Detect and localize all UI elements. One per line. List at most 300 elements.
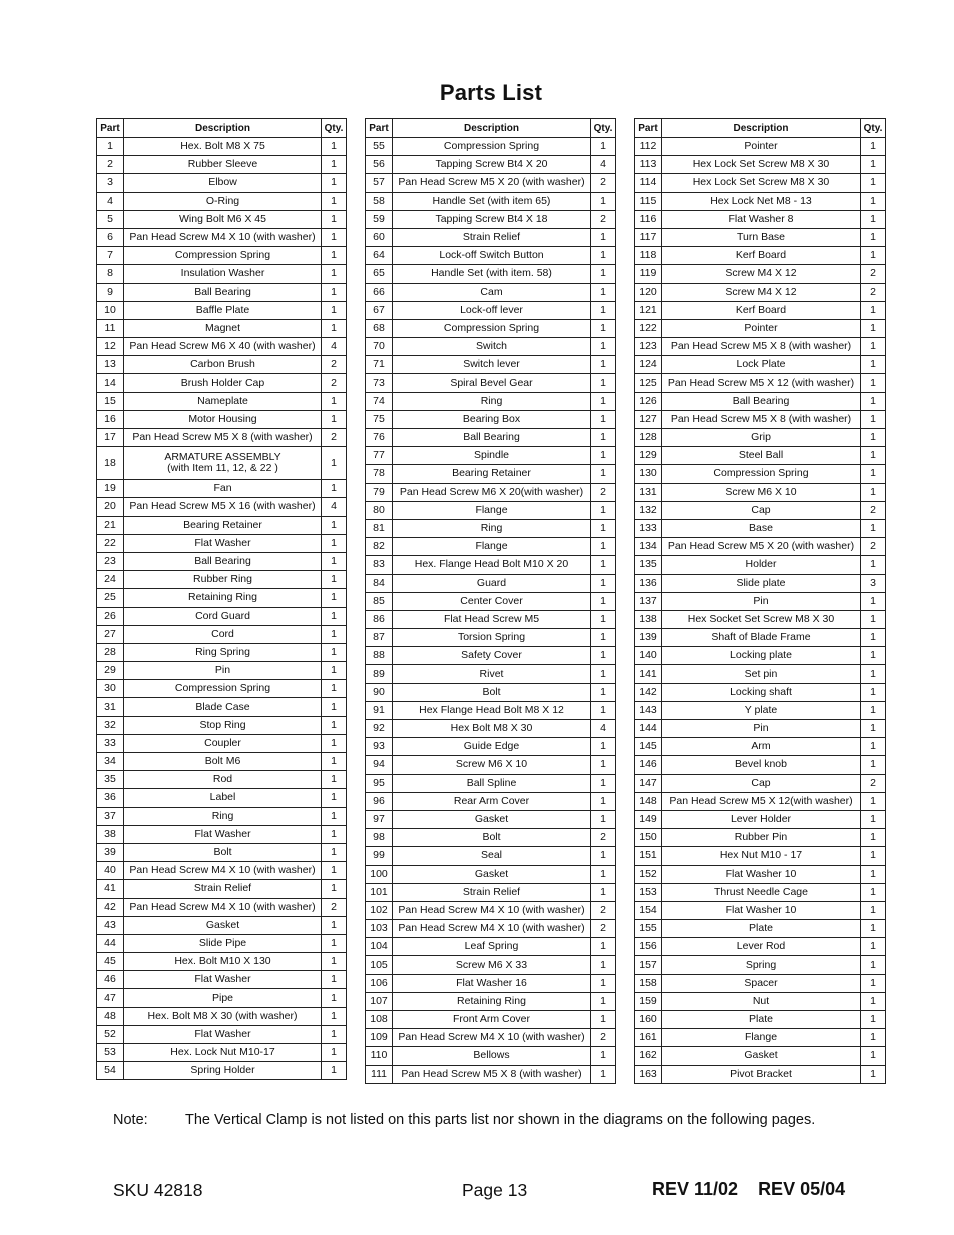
table-row — [366, 592, 616, 610]
table-row — [635, 938, 886, 956]
part-number: 57 — [366, 174, 393, 192]
table-row — [97, 1025, 347, 1043]
table-row — [366, 920, 616, 938]
part-description: Hex. Lock Nut M10-17 — [124, 1044, 322, 1062]
part-description: Ring — [393, 519, 591, 537]
part-qty: 2 — [861, 538, 886, 556]
table-row — [366, 356, 616, 374]
table-row — [97, 934, 347, 952]
part-number: 91 — [366, 701, 393, 719]
part-description: Bellows — [393, 1047, 591, 1065]
part-number: 105 — [366, 956, 393, 974]
part-qty: 1 — [861, 156, 886, 174]
part-qty: 1 — [322, 643, 347, 661]
table-row — [366, 338, 616, 356]
table-row — [366, 392, 616, 410]
part-description: Gasket — [662, 1047, 861, 1065]
part-qty: 1 — [591, 592, 616, 610]
part-qty: 1 — [591, 847, 616, 865]
part-qty: 1 — [322, 1044, 347, 1062]
part-number: 141 — [635, 665, 662, 683]
part-qty: 1 — [861, 465, 886, 483]
part-number: 74 — [366, 392, 393, 410]
part-number: 113 — [635, 156, 662, 174]
part-number: 147 — [635, 774, 662, 792]
table-row — [635, 720, 886, 738]
part-description: Lever Holder — [662, 810, 861, 828]
part-description: Steel Ball — [662, 447, 861, 465]
table-row — [635, 920, 886, 938]
table-row — [366, 1065, 616, 1083]
part-qty: 1 — [861, 429, 886, 447]
part-number: 9 — [97, 283, 124, 301]
table-row — [366, 647, 616, 665]
part-description: Retaining Ring — [124, 589, 322, 607]
part-qty: 1 — [591, 301, 616, 319]
table-row — [366, 792, 616, 810]
part-description: Cap — [662, 774, 861, 792]
table-row — [635, 392, 886, 410]
table-row — [635, 447, 886, 465]
part-qty: 1 — [322, 989, 347, 1007]
part-description: Flat Washer 16 — [393, 974, 591, 992]
part-description: Pivot Bracket — [662, 1065, 861, 1083]
part-description: Compression Spring — [124, 680, 322, 698]
footer-rev-2: REV 05/04 — [758, 1179, 846, 1199]
table-row — [97, 534, 347, 552]
part-number: 127 — [635, 410, 662, 428]
part-description: Kerf Board — [662, 301, 861, 319]
part-description: Spindle — [393, 447, 591, 465]
table-row — [97, 916, 347, 934]
part-qty: 1 — [591, 865, 616, 883]
table-row — [366, 447, 616, 465]
part-description: Flat Washer — [124, 1025, 322, 1043]
table-row — [635, 410, 886, 428]
part-qty: 1 — [861, 356, 886, 374]
part-qty: 2 — [861, 283, 886, 301]
part-description: Handle Set (with item 65) — [393, 192, 591, 210]
part-number: 87 — [366, 629, 393, 647]
part-number: 89 — [366, 665, 393, 683]
part-description: Plate — [662, 1011, 861, 1029]
part-number: 46 — [97, 971, 124, 989]
table-row — [97, 589, 347, 607]
part-description: Pin — [662, 592, 861, 610]
part-qty: 2 — [322, 374, 347, 392]
part-description: Tapping Screw Bt4 X 18 — [393, 210, 591, 228]
part-description: Shaft of Blade Frame — [662, 629, 861, 647]
part-qty: 1 — [861, 920, 886, 938]
part-number: 146 — [635, 756, 662, 774]
part-number: 66 — [366, 283, 393, 301]
part-qty: 1 — [861, 865, 886, 883]
header-qty: Qty. — [861, 119, 886, 138]
part-description: Cam — [393, 283, 591, 301]
part-qty: 1 — [591, 683, 616, 701]
table-row — [366, 374, 616, 392]
table-row — [97, 392, 347, 410]
part-number: 152 — [635, 865, 662, 883]
table-row — [366, 465, 616, 483]
part-description: Guide Edge — [393, 738, 591, 756]
part-description: Set pin — [662, 665, 861, 683]
part-qty: 1 — [591, 319, 616, 337]
part-description: Hex Lock Net M8 - 13 — [662, 192, 861, 210]
table-row — [97, 989, 347, 1007]
table-row — [97, 138, 347, 156]
table-row — [97, 898, 347, 916]
part-number: 8 — [97, 265, 124, 283]
part-description: Coupler — [124, 734, 322, 752]
part-qty: 1 — [861, 410, 886, 428]
table-row — [635, 228, 886, 246]
table-row — [97, 753, 347, 771]
table-row — [97, 410, 347, 428]
note-text: The Vertical Clamp is not listed on this parts list nor shown in the diagrams on the following pages. — [185, 1112, 816, 1128]
part-qty: 1 — [591, 138, 616, 156]
part-qty: 1 — [861, 247, 886, 265]
part-qty: 1 — [591, 465, 616, 483]
table-row — [366, 265, 616, 283]
part-number: 81 — [366, 519, 393, 537]
part-description: Fan — [124, 480, 322, 498]
part-number: 79 — [366, 483, 393, 501]
part-qty: 1 — [591, 974, 616, 992]
table-row — [635, 883, 886, 901]
part-description: Pan Head Screw M4 X 10 (with washer) — [124, 862, 322, 880]
part-number: 99 — [366, 847, 393, 865]
part-description: Pan Head Screw M5 X 20 (with washer) — [662, 538, 861, 556]
table-row — [635, 701, 886, 719]
part-qty: 4 — [322, 498, 347, 516]
part-description: Hex Lock Set Screw M8 X 30 — [662, 174, 861, 192]
part-description: Lever Rod — [662, 938, 861, 956]
part-qty: 1 — [322, 552, 347, 570]
part-number: 75 — [366, 410, 393, 428]
part-qty: 1 — [591, 410, 616, 428]
part-number: 118 — [635, 247, 662, 265]
parts-table-1 — [96, 118, 347, 1080]
part-number: 65 — [366, 265, 393, 283]
part-description: Ring Spring — [124, 643, 322, 661]
part-description: Bolt M6 — [124, 753, 322, 771]
table-row — [97, 880, 347, 898]
part-number: 131 — [635, 483, 662, 501]
part-qty: 1 — [861, 738, 886, 756]
part-description: Cord — [124, 625, 322, 643]
part-number: 42 — [97, 898, 124, 916]
table-row — [635, 665, 886, 683]
part-number: 154 — [635, 901, 662, 919]
part-qty: 1 — [861, 610, 886, 628]
part-description: Bearing Retainer — [393, 465, 591, 483]
part-qty: 1 — [861, 756, 886, 774]
part-number: 70 — [366, 338, 393, 356]
part-description: Front Arm Cover — [393, 1011, 591, 1029]
part-description: Bolt — [393, 683, 591, 701]
part-description: Hex Lock Set Screw M8 X 30 — [662, 156, 861, 174]
part-description: Flat Washer — [124, 825, 322, 843]
part-qty: 1 — [591, 338, 616, 356]
part-number: 28 — [97, 643, 124, 661]
table-row — [97, 862, 347, 880]
part-number: 67 — [366, 301, 393, 319]
part-qty: 2 — [861, 265, 886, 283]
part-description: Pipe — [124, 989, 322, 1007]
part-qty: 1 — [591, 429, 616, 447]
footer-sku: SKU 42818 — [113, 1180, 203, 1200]
table-row — [635, 792, 886, 810]
table-row — [635, 992, 886, 1010]
part-description: Hex. Flange Head Bolt M10 X 20 — [393, 556, 591, 574]
table-row — [366, 810, 616, 828]
table-row — [97, 698, 347, 716]
part-description: Motor Housing — [124, 410, 322, 428]
part-number: 104 — [366, 938, 393, 956]
table-row — [635, 1029, 886, 1047]
part-description: Retaining Ring — [393, 992, 591, 1010]
part-number: 44 — [97, 934, 124, 952]
part-description: Gasket — [393, 865, 591, 883]
table-row — [366, 665, 616, 683]
table-row — [97, 265, 347, 283]
part-description: Magnet — [124, 319, 322, 337]
part-qty: 1 — [861, 592, 886, 610]
part-number: 120 — [635, 283, 662, 301]
part-number: 123 — [635, 338, 662, 356]
part-number: 60 — [366, 228, 393, 246]
part-description: Bearing Retainer — [124, 516, 322, 534]
part-description: Slide Pipe — [124, 934, 322, 952]
part-description: Bolt — [393, 829, 591, 847]
part-description: Hex Flange Head Bolt M8 X 12 — [393, 701, 591, 719]
part-description: Pan Head Screw M5 X 12 (with washer) — [662, 374, 861, 392]
table-row — [635, 374, 886, 392]
part-qty: 1 — [861, 138, 886, 156]
part-qty: 1 — [322, 1025, 347, 1043]
table-row — [97, 716, 347, 734]
table-row — [366, 956, 616, 974]
part-number: 140 — [635, 647, 662, 665]
part-number: 14 — [97, 374, 124, 392]
part-qty: 1 — [322, 265, 347, 283]
part-number: 159 — [635, 992, 662, 1010]
part-number: 83 — [366, 556, 393, 574]
part-description: Spring Holder — [124, 1062, 322, 1080]
part-number: 139 — [635, 629, 662, 647]
table-row — [366, 974, 616, 992]
part-qty: 2 — [322, 356, 347, 374]
part-description: Wing Bolt M6 X 45 — [124, 210, 322, 228]
part-description: Screw M4 X 12 — [662, 265, 861, 283]
table-row — [635, 283, 886, 301]
part-description: Bevel knob — [662, 756, 861, 774]
part-number: 126 — [635, 392, 662, 410]
table-row — [366, 938, 616, 956]
part-qty: 1 — [591, 1065, 616, 1083]
table-row — [97, 771, 347, 789]
part-qty: 1 — [861, 974, 886, 992]
part-number: 18 — [97, 447, 124, 480]
part-qty: 1 — [861, 829, 886, 847]
part-description: Guard — [393, 574, 591, 592]
table-row — [366, 1047, 616, 1065]
part-qty: 1 — [861, 665, 886, 683]
part-description: Flat Head Screw M5 — [393, 610, 591, 628]
part-number: 2 — [97, 156, 124, 174]
table-row — [97, 680, 347, 698]
part-description: Spacer — [662, 974, 861, 992]
part-qty: 1 — [861, 338, 886, 356]
parts-table-3 — [634, 118, 886, 1084]
table-row — [366, 738, 616, 756]
part-qty: 1 — [322, 662, 347, 680]
table-row — [366, 192, 616, 210]
part-description: Center Cover — [393, 592, 591, 610]
table-row — [97, 356, 347, 374]
table-row — [97, 338, 347, 356]
part-qty: 1 — [591, 756, 616, 774]
table-row — [366, 1029, 616, 1047]
part-qty: 1 — [591, 647, 616, 665]
part-description: Tapping Screw Bt4 X 20 — [393, 156, 591, 174]
part-number: 56 — [366, 156, 393, 174]
table-row — [635, 810, 886, 828]
part-description: Hex Socket Set Screw M8 X 30 — [662, 610, 861, 628]
part-description: Pan Head Screw M4 X 10 (with washer) — [393, 920, 591, 938]
part-description: Safety Cover — [393, 647, 591, 665]
part-description: Flange — [393, 501, 591, 519]
header-part: Part — [635, 119, 662, 138]
part-description: Label — [124, 789, 322, 807]
part-description: Pan Head Screw M5 X 8 (with washer) — [662, 410, 861, 428]
part-qty: 1 — [322, 447, 347, 480]
part-number: 33 — [97, 734, 124, 752]
part-qty: 1 — [322, 716, 347, 734]
table-row — [635, 901, 886, 919]
part-qty: 1 — [861, 1011, 886, 1029]
part-number: 47 — [97, 989, 124, 1007]
part-number: 7 — [97, 247, 124, 265]
part-number: 17 — [97, 429, 124, 447]
table-row — [366, 865, 616, 883]
table-row — [97, 571, 347, 589]
part-number: 11 — [97, 319, 124, 337]
part-number: 116 — [635, 210, 662, 228]
part-number: 133 — [635, 519, 662, 537]
table-row — [97, 789, 347, 807]
part-qty: 1 — [591, 574, 616, 592]
part-description: Cap — [662, 501, 861, 519]
part-number: 22 — [97, 534, 124, 552]
table-row — [366, 720, 616, 738]
part-number: 145 — [635, 738, 662, 756]
part-qty: 1 — [861, 701, 886, 719]
part-number: 101 — [366, 883, 393, 901]
table-row — [97, 480, 347, 498]
part-number: 10 — [97, 301, 124, 319]
part-qty: 1 — [861, 720, 886, 738]
table-row — [97, 971, 347, 989]
part-description: Ball Bearing — [124, 552, 322, 570]
part-number: 157 — [635, 956, 662, 974]
part-number: 110 — [366, 1047, 393, 1065]
part-description: Pan Head Screw M4 X 10 (with washer) — [393, 1029, 591, 1047]
part-description: Plate — [662, 920, 861, 938]
table-row — [635, 538, 886, 556]
part-description: Pointer — [662, 138, 861, 156]
part-qty: 1 — [591, 938, 616, 956]
part-description: Ball Spline — [393, 774, 591, 792]
part-qty: 4 — [591, 156, 616, 174]
header-part: Part — [97, 119, 124, 138]
table-row — [97, 192, 347, 210]
part-number: 108 — [366, 1011, 393, 1029]
part-qty: 1 — [322, 319, 347, 337]
part-qty: 1 — [861, 319, 886, 337]
table-row — [97, 625, 347, 643]
table-row — [366, 228, 616, 246]
part-number: 45 — [97, 953, 124, 971]
part-qty: 1 — [322, 1062, 347, 1080]
part-number: 23 — [97, 552, 124, 570]
table-row — [635, 138, 886, 156]
table-row — [97, 156, 347, 174]
part-description: Arm — [662, 738, 861, 756]
part-description: Spiral Bevel Gear — [393, 374, 591, 392]
table-row — [366, 829, 616, 847]
part-qty: 2 — [591, 829, 616, 847]
part-qty: 1 — [322, 698, 347, 716]
table-row — [97, 174, 347, 192]
part-qty: 2 — [861, 501, 886, 519]
part-description: Pan Head Screw M5 X 8 (with washer) — [662, 338, 861, 356]
part-qty: 1 — [591, 665, 616, 683]
part-qty: 1 — [322, 571, 347, 589]
part-qty: 1 — [861, 1065, 886, 1083]
table-row — [635, 1011, 886, 1029]
table-row — [97, 662, 347, 680]
part-number: 76 — [366, 429, 393, 447]
part-qty: 1 — [322, 156, 347, 174]
part-number: 163 — [635, 1065, 662, 1083]
part-number: 149 — [635, 810, 662, 828]
part-number: 38 — [97, 825, 124, 843]
part-number: 106 — [366, 974, 393, 992]
part-qty: 2 — [591, 483, 616, 501]
part-number: 39 — [97, 843, 124, 861]
table-row — [635, 774, 886, 792]
part-description: Thrust Needle Cage — [662, 883, 861, 901]
part-qty: 1 — [591, 228, 616, 246]
part-description: Locking plate — [662, 647, 861, 665]
part-number: 32 — [97, 716, 124, 734]
part-description: Rubber Sleeve — [124, 156, 322, 174]
part-number: 15 — [97, 392, 124, 410]
table-row — [635, 738, 886, 756]
part-qty: 2 — [591, 1029, 616, 1047]
part-number: 85 — [366, 592, 393, 610]
part-qty: 1 — [861, 1029, 886, 1047]
part-description: Y plate — [662, 701, 861, 719]
table-row — [97, 734, 347, 752]
part-qty: 1 — [322, 934, 347, 952]
part-number: 13 — [97, 356, 124, 374]
table-row — [97, 552, 347, 570]
part-qty: 1 — [591, 356, 616, 374]
header-description: Description — [393, 119, 591, 138]
